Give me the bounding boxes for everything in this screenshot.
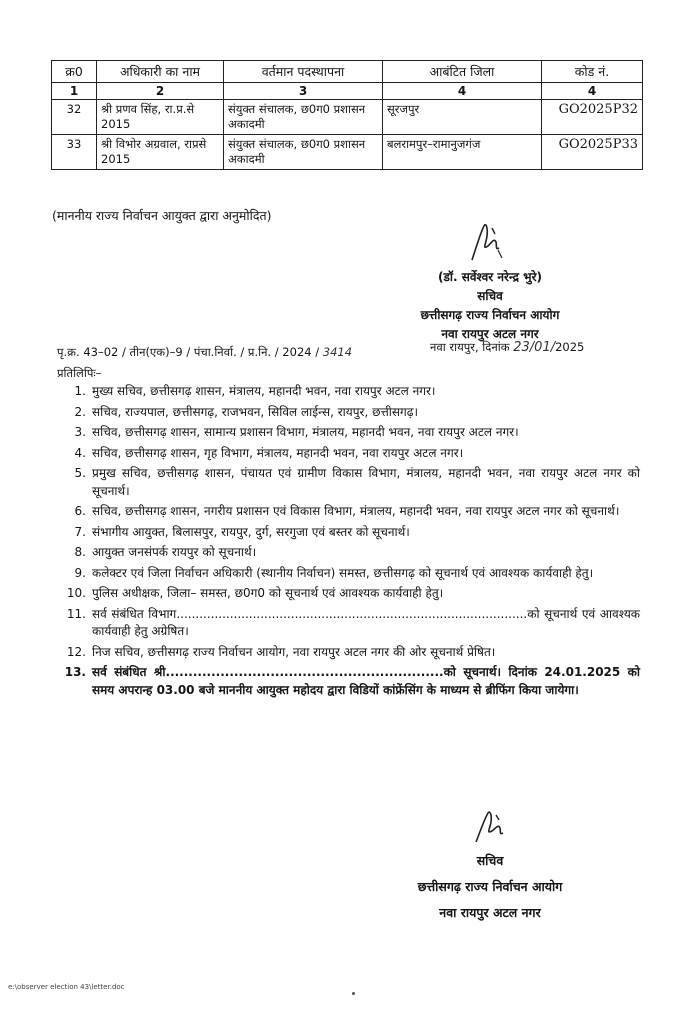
row-officer-name: श्री विभोर अग्रवाल, राप्रसे 2015 [97, 135, 224, 170]
copy-list [60, 383, 640, 702]
header-allotted-district: आबंटित जिला [383, 61, 542, 83]
stray-mark [352, 992, 355, 995]
list-item: 12. निज सचिव, छत्तीसगढ़ राज्य निर्वाचन आयोग, नवा रायपुर अटल नगर की ओर सूचनार्थ प्रेषित। [66, 644, 496, 659]
signature-top-icon [462, 220, 510, 266]
list-item: 4. सचिव, छत्तीसगढ़ शासन, गृह विभाग, मंत्रालय, महानदी भवन, नवा रायपुर अटल नगर। [74, 445, 464, 460]
row-current-posting: संयुक्त संचालक, छ0ग0 प्रशासन अकादमी [224, 100, 383, 135]
list-item: 3. सचिव, छत्तीसगढ़ शासन, सामान्य प्रशासन विभाग, मंत्रालय, महानदी भवन, नवा रायपुर अटल नगर। [74, 425, 519, 439]
header-code: कोड नं. [542, 61, 643, 83]
copy-to-label: प्रतिलिपिः– [57, 366, 102, 380]
signatory-name: (डॉ. सर्वेश्वर नरेन्द्र भुरे) [437, 270, 543, 284]
list-item: 10. पुलिस अधीक्षक, जिला– समस्त, छ0ग0 को सूचनार्थ एवं आवश्यक कार्यवाही हेतु। [66, 586, 444, 600]
row-sr: 33 [52, 135, 97, 170]
list-item: 5. प्रमुख सचिव, छत्तीसगढ़ शासन, पंचायत एवं ग्रामीण विकास विभाग, मंत्रालय, महानदी भवन, नवा रायपुर अटल नगर को सूचनार्थ। [74, 466, 640, 498]
list-item: 7. संभागीय आयुक्त, बिलासपुर, रायपुर, दुर्ग, सरगुजा एवं बस्तर को सूचनार्थ। [74, 524, 410, 539]
list-item: 11. सर्व संबंधित विभाग............................................................................................को सूचनार्थ एवं आवश्यक कार्यवाही हेतु अग्रेषित। [66, 606, 640, 638]
row-officer-name: श्री प्रणव सिंह, रा.प्र.से 2015 [97, 100, 224, 135]
date-handwritten: 23/01/ [513, 340, 556, 355]
colnum-3: 3 [224, 83, 383, 100]
row-allotted-district: सूरजपुर [383, 100, 542, 135]
signatory-block-top [360, 268, 620, 344]
row-code: GO2025P32 [542, 100, 643, 135]
colnum-5: 4 [542, 83, 643, 100]
reference-dispatch-number: 3414 [322, 345, 353, 359]
header-sr: क्र0 [52, 61, 97, 83]
footer-file-path: e:\observer election 43\letter.doc [8, 983, 125, 991]
table-header-row [52, 61, 643, 83]
reference-number [57, 345, 352, 360]
row-current-posting: संयुक्त संचालक, छ0ग0 प्रशासन अकादमी [224, 135, 383, 170]
colnum-1: 1 [52, 83, 97, 100]
date-prefix: नवा रायपुर, दिनांक [430, 340, 510, 354]
list-item-briefing: 13. सर्व संबंधित श्री.............................................................को सूचनार्थ। दिनांक 24.01.2025 को समय अपरान्ह 03.00 बजे माननीय आयुक्त महोदय द्वारा विडियों कांफ्रेंसिंग के माध्यम से ब्रीफिंग किया जायेगा। [64, 665, 640, 697]
table-row [52, 100, 643, 135]
signatory-place: नवा रायपुर अटल नगर [439, 905, 541, 920]
header-officer-name: अधिकारी का नाम [97, 61, 224, 83]
signature-bottom-icon [468, 808, 512, 848]
row-sr: 32 [52, 100, 97, 135]
signatory-block-bottom [360, 848, 620, 926]
date-year: 2025 [555, 340, 585, 354]
list-item: 1. मुख्य सचिव, छत्तीसगढ़ शासन, मंत्रालय, महानदी भवन, नवा रायपुर अटल नगर। [74, 384, 436, 398]
row-code: GO2025P33 [542, 135, 643, 170]
table-column-number-row [52, 83, 643, 100]
allocation-table [51, 60, 643, 170]
signatory-office: छत्तीसगढ़ राज्य निर्वाचन आयोग [420, 308, 560, 322]
reference-date [430, 340, 584, 355]
row-allotted-district: बलरामपुर–रामानुजगंज [383, 135, 542, 170]
list-item: 9. कलेक्टर एवं जिला निर्वाचन अधिकारी (स्थानीय निर्वाचन) समस्त, छत्तीसगढ़ को सूचनार्थ एवं आवश्यक कार्यवाही हेतु। [74, 565, 594, 580]
signatory-designation: सचिव [476, 853, 504, 868]
signatory-office: छत्तीसगढ़ राज्य निर्वाचन आयोग [417, 879, 563, 894]
table-row [52, 135, 643, 170]
list-item: 2. सचिव, राज्यपाल, छत्तीसगढ़, राजभवन, सिविल लाईन्स, रायपुर, छत्तीसगढ़। [74, 404, 419, 419]
colnum-2: 2 [97, 83, 224, 100]
colnum-4: 4 [383, 83, 542, 100]
list-item: 8. आयुक्त जनसंपर्क रायपुर को सूचनार्थ। [74, 545, 257, 559]
reference-prefix: पृ.क्र. 43–02 / तीन(एक)–9 / पंचा.निर्वा. / प्र.नि. / 2024 / [57, 345, 320, 359]
header-current-posting: वर्तमान पदस्थापना [224, 61, 383, 83]
list-item: 6. सचिव, छत्तीसगढ़ शासन, नगरीय प्रशासन एवं विकास विभाग, मंत्रालय, महानदी भवन, नवा रायपुर अटल नगर को सूचनार्थ। [74, 504, 620, 518]
signatory-designation: सचिव [477, 289, 503, 303]
approval-note: (माननीय राज्य निर्वाचन आयुक्त द्वारा अनुमोदित) [52, 208, 272, 223]
signatory-place: नवा रायपुर अटल नगर [441, 327, 539, 341]
